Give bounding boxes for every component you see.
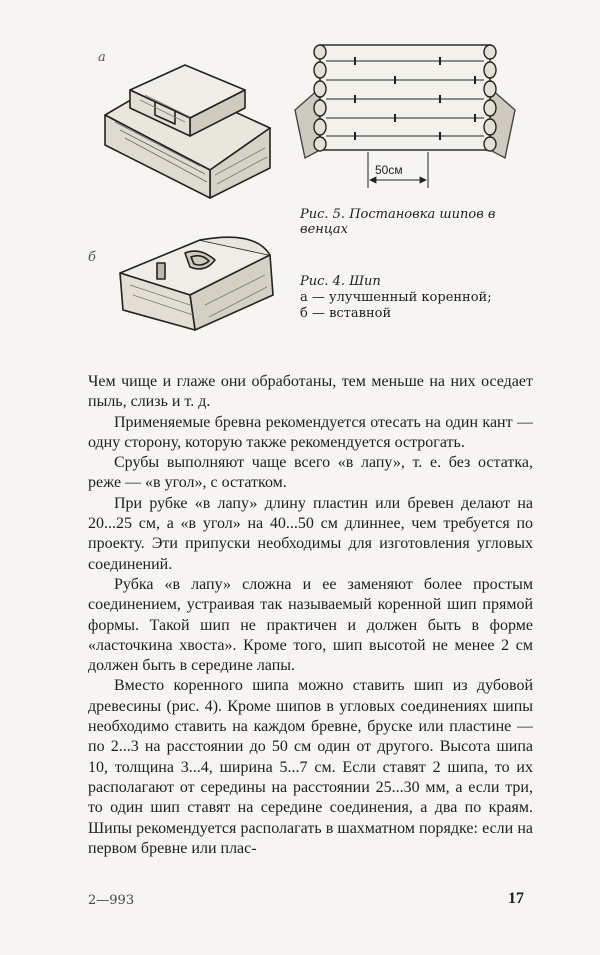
figure-5-tenon-placement-drawing [290, 40, 520, 200]
figure-4a-root-tenon-drawing [95, 60, 275, 200]
figure-5-dimension-label: 50см [375, 163, 403, 177]
paragraph: Рубка «в лапу» сложна и ее заменяют более простым соединением, устраивая так называемый коренной шип прямой формы. Такой шип не практичен и должен быть в форме «ласточкина хвоста». Кроме того, шип высотой не менее 2 см должен быть в середине лапы. [88, 575, 533, 675]
figure-4-caption-b: б — вставной [300, 306, 392, 321]
figure-4-caption-title: Рис. 4. Шип [300, 274, 381, 289]
body-text [88, 372, 533, 859]
paragraph: Чем чище и глаже они обработаны, тем меньше на них оседает пыль, слизь и т. д. [88, 373, 533, 411]
figure-4-caption [300, 274, 540, 322]
page-number: 17 [508, 890, 524, 907]
printer-signature: 2—993 [88, 893, 135, 908]
paragraph: Применяемые бревна рекомендуется отесать на один кант — одну сторону, которую также рекомендуется острогать. [88, 413, 533, 451]
figure-4-caption-a: а — улучшенный коренной; [300, 290, 492, 305]
paragraph: При рубке «в лапу» длину пластин или бревен делают на 20...25 см, а «в угол» на 40...50 см длиннее, чем требуется по проекту. Эти припуски необходимы для изготовления угловых соединений. [88, 494, 533, 573]
paragraph: Вместо коренного шипа можно ставить шип из дубовой древесины (рис. 4). Кроме шипов в угловых соединениях шипы необходимо ставить на каждом бревне, бруске или пластине — по 2...3 на расстоянии до 50 см один от другого. Высота шипа 10, толщина 3...4, ширина 5...7 см. Если ставят 2 шипа, то их располагают от середины на расстоянии 25...30 мм, а если три, то один шип ставят на середине соединения, а два по краям. Шипы рекомендуется располагать в шахматном порядке: если на первом бревне или плас- [88, 677, 533, 857]
figure-4b-label: б [88, 250, 96, 265]
figure-4b-inserted-tenon-drawing [105, 225, 280, 335]
paragraph: Срубы выполняют чаще всего «в лапу», т. е. без остатка, реже — «в угол», с остатком. [88, 454, 533, 492]
figure-5-caption: Рис. 5. Постановка шипов в венцах [300, 207, 496, 237]
figure-4a-label: а [98, 50, 106, 65]
